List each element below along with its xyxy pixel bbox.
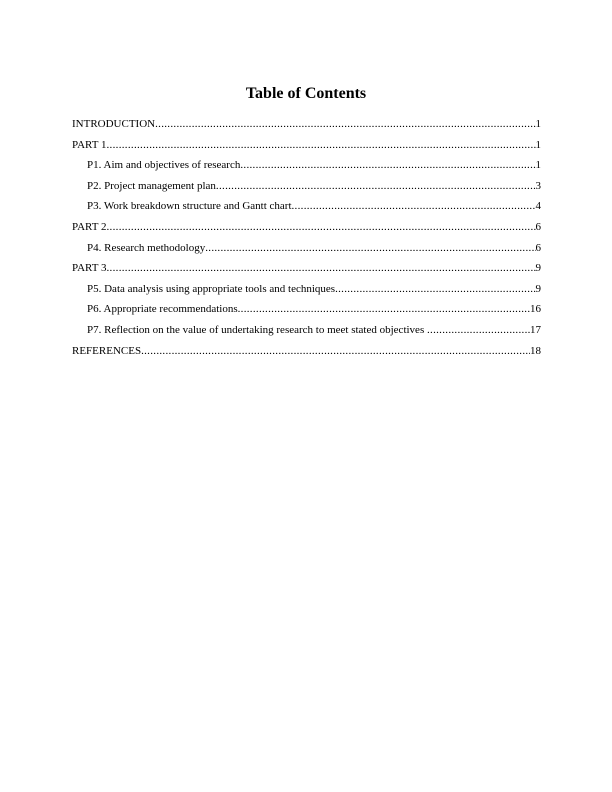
- toc-entry-page-number: 18: [530, 344, 541, 357]
- toc-entry-label: P2. Project management plan: [87, 179, 216, 192]
- toc-entry-label: P6. Appropriate recommendations: [87, 303, 238, 316]
- toc-entry-p1[interactable]: [72, 158, 541, 179]
- toc-entry-label: P4. Research methodology: [87, 241, 206, 254]
- dot-leader: [107, 261, 536, 275]
- toc-entry-page-number: 9: [535, 262, 541, 275]
- toc-entry-p5[interactable]: [72, 282, 541, 303]
- toc-entry-references[interactable]: [72, 344, 541, 365]
- dot-leader: [141, 344, 530, 358]
- toc-entry-label: P3. Work breakdown structure and Gantt chart: [87, 200, 292, 213]
- dot-leader: [292, 199, 536, 213]
- dot-leader: [107, 220, 536, 234]
- toc-entry-page-number: 6: [535, 220, 541, 233]
- toc-entry-part-2[interactable]: [72, 220, 541, 241]
- toc-entry-p7[interactable]: [72, 323, 541, 344]
- dot-leader: [427, 323, 530, 337]
- toc-entry-p3[interactable]: [72, 199, 541, 220]
- dot-leader: [216, 179, 536, 193]
- toc-entry-page-number: 1: [535, 138, 541, 151]
- dot-leader: [107, 138, 536, 152]
- toc-entry-page-number: 16: [530, 303, 541, 316]
- toc-entry-part-3[interactable]: [72, 261, 541, 282]
- toc-entry-part-1[interactable]: [72, 138, 541, 159]
- dot-leader: [238, 302, 530, 316]
- toc-entry-label: P7. Reflection on the value of undertaking research to meet stated objectives: [87, 323, 427, 336]
- toc-entry-label: PART 3: [72, 262, 107, 275]
- toc-list: [72, 117, 541, 364]
- dot-leader: [155, 117, 535, 131]
- toc-entry-label: INTRODUCTION: [72, 118, 156, 130]
- toc-entry-label: PART 1: [72, 138, 107, 151]
- toc-entry-label: PART 2: [72, 220, 107, 233]
- toc-entry-page-number: 4: [535, 200, 541, 213]
- toc-entry-p6[interactable]: [72, 302, 541, 323]
- dot-leader: [335, 282, 535, 296]
- toc-entry-page-number: 1: [535, 118, 541, 130]
- toc-entry-label: REFERENCES: [72, 344, 142, 357]
- toc-entry-p4[interactable]: [72, 241, 541, 262]
- toc-entry-p2[interactable]: [72, 179, 541, 200]
- toc-entry-page-number: 17: [530, 323, 541, 336]
- toc-entry-label: P5. Data analysis using appropriate tools and techniques: [87, 282, 336, 295]
- toc-entry-page-number: 9: [535, 282, 541, 295]
- toc-entry-page-number: 6: [535, 241, 541, 254]
- dot-leader: [205, 241, 535, 255]
- toc-entry-introduction[interactable]: [72, 117, 541, 138]
- toc-title: Table of Contents: [245, 85, 367, 102]
- toc-entry-page-number: 1: [535, 159, 541, 172]
- toc-entry-label: P1. Aim and objectives of research: [87, 159, 241, 172]
- toc-entry-page-number: 3: [535, 179, 541, 192]
- dot-leader: [240, 158, 535, 172]
